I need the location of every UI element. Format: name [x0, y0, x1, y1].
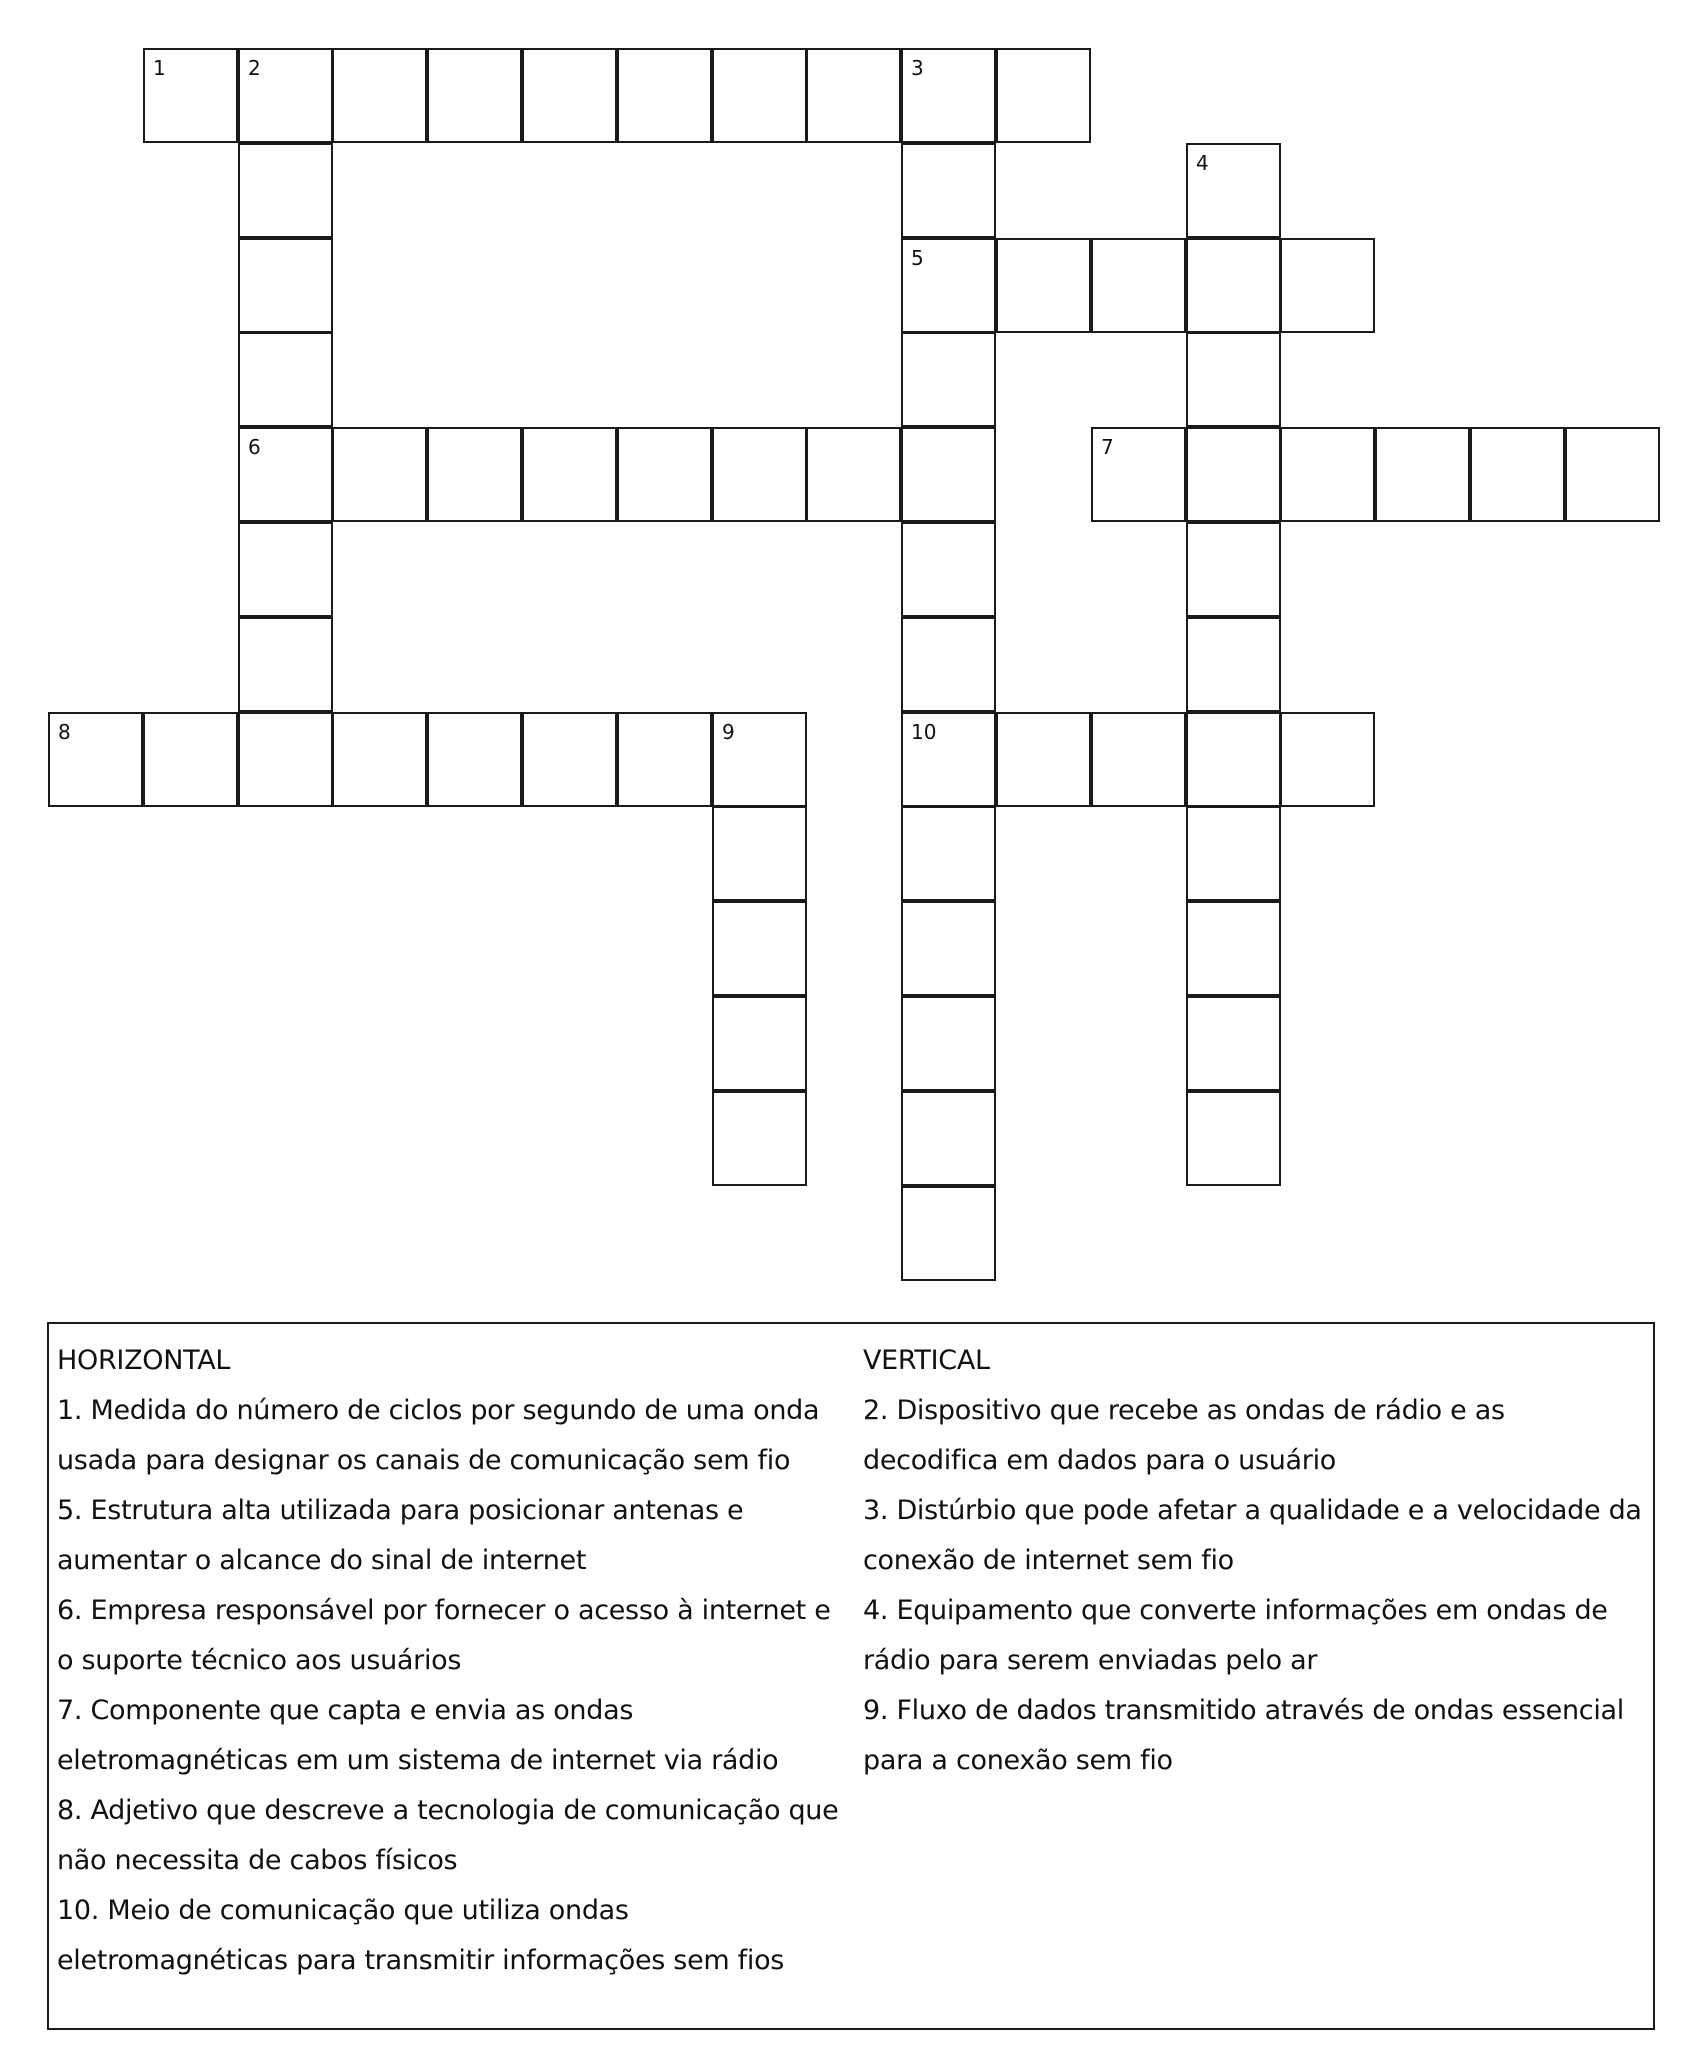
grid-cell[interactable] — [332, 712, 427, 807]
clue-line: o suporte técnico aos usuários — [57, 1645, 462, 1676]
grid-cell[interactable] — [427, 48, 522, 143]
grid-cell[interactable] — [901, 617, 996, 712]
vertical-clues — [863, 1336, 1653, 1786]
cell-number: 4 — [1196, 151, 1209, 175]
grid-cell[interactable] — [143, 712, 238, 807]
grid-cell[interactable] — [427, 712, 522, 807]
grid-cell[interactable] — [1565, 427, 1660, 522]
clue-line: eletromagnéticas em um sistema de internet via rádio — [57, 1745, 779, 1776]
grid-cell[interactable] — [238, 522, 333, 617]
clue-line: 3. Distúrbio que pode afetar a qualidade e a velocidade da — [863, 1495, 1642, 1526]
grid-cell[interactable] — [1186, 143, 1281, 238]
horizontal-clues — [57, 1336, 857, 1986]
grid-cell[interactable] — [238, 427, 333, 522]
cell-number: 3 — [911, 56, 924, 80]
cell-number: 2 — [248, 56, 261, 80]
grid-cell[interactable] — [1186, 712, 1281, 807]
cell-number: 1 — [153, 56, 166, 80]
horizontal-heading: HORIZONTAL — [57, 1345, 231, 1376]
clue-line: 2. Dispositivo que recebe as ondas de rádio e as — [863, 1395, 1505, 1426]
clue-line: decodifica em dados para o usuário — [863, 1445, 1336, 1476]
clue-line: 4. Equipamento que converte informações em ondas de — [863, 1595, 1608, 1626]
clue-line: não necessita de cabos físicos — [57, 1845, 458, 1876]
cell-number: 10 — [911, 720, 937, 744]
grid-cell[interactable] — [617, 48, 712, 143]
grid-cell[interactable] — [1186, 332, 1281, 427]
grid-cell[interactable] — [901, 1091, 996, 1186]
grid-cell[interactable] — [522, 48, 617, 143]
grid-cell[interactable] — [901, 238, 996, 333]
grid-cell[interactable] — [712, 48, 807, 143]
clue-line: eletromagnéticas para transmitir informações sem fios — [57, 1945, 785, 1976]
grid-cell[interactable] — [1091, 427, 1186, 522]
grid-cell[interactable] — [1186, 427, 1281, 522]
grid-cell[interactable] — [238, 238, 333, 333]
grid-cell[interactable] — [901, 996, 996, 1091]
grid-cell[interactable] — [522, 712, 617, 807]
clue-line: 6. Empresa responsável por fornecer o acesso à internet e — [57, 1595, 831, 1626]
cell-number: 5 — [911, 246, 924, 270]
grid-cell[interactable] — [143, 48, 238, 143]
clue-line: 7. Componente que capta e envia as ondas — [57, 1695, 634, 1726]
grid-cell[interactable] — [712, 996, 807, 1091]
grid-cell[interactable] — [617, 427, 712, 522]
grid-cell[interactable] — [901, 712, 996, 807]
grid-cell[interactable] — [1186, 238, 1281, 333]
clue-line: 8. Adjetivo que descreve a tecnologia de comunicação que — [57, 1795, 839, 1826]
clue-line: 10. Meio de comunicação que utiliza ondas — [57, 1895, 629, 1926]
grid-cell[interactable] — [238, 143, 333, 238]
grid-cell[interactable] — [1091, 238, 1186, 333]
grid-cell[interactable] — [1091, 712, 1186, 807]
grid-cell[interactable] — [1470, 427, 1565, 522]
grid-cell[interactable] — [996, 238, 1091, 333]
cell-number: 9 — [722, 720, 735, 744]
cell-number: 6 — [248, 435, 261, 459]
grid-cell[interactable] — [901, 427, 996, 522]
grid-cell[interactable] — [806, 427, 901, 522]
grid-cell[interactable] — [901, 806, 996, 901]
grid-cell[interactable] — [996, 48, 1091, 143]
cell-number: 7 — [1101, 435, 1114, 459]
grid-cell[interactable] — [617, 712, 712, 807]
clue-line: rádio para serem enviadas pelo ar — [863, 1645, 1318, 1676]
grid-cell[interactable] — [712, 1091, 807, 1186]
clues-box — [47, 1322, 1655, 2030]
clue-line: conexão de internet sem fio — [863, 1545, 1234, 1576]
clue-line: 9. Fluxo de dados transmitido através de ondas essencial — [863, 1695, 1624, 1726]
grid-cell[interactable] — [996, 712, 1091, 807]
grid-cell[interactable] — [238, 332, 333, 427]
grid-cell[interactable] — [1280, 712, 1375, 807]
clue-line: 5. Estrutura alta utilizada para posicionar antenas e — [57, 1495, 744, 1526]
grid-cell[interactable] — [712, 806, 807, 901]
grid-cell[interactable] — [712, 427, 807, 522]
grid-cell[interactable] — [238, 48, 333, 143]
grid-cell[interactable] — [1186, 806, 1281, 901]
grid-cell[interactable] — [712, 901, 807, 996]
grid-cell[interactable] — [1186, 901, 1281, 996]
grid-cell[interactable] — [1186, 522, 1281, 617]
grid-cell[interactable] — [332, 427, 427, 522]
grid-cell[interactable] — [1186, 617, 1281, 712]
clue-line: aumentar o alcance do sinal de internet — [57, 1545, 587, 1576]
grid-cell[interactable] — [712, 712, 807, 807]
grid-cell[interactable] — [1280, 238, 1375, 333]
grid-cell[interactable] — [332, 48, 427, 143]
grid-cell[interactable] — [901, 901, 996, 996]
clue-line: para a conexão sem fio — [863, 1745, 1173, 1776]
grid-cell[interactable] — [806, 48, 901, 143]
grid-cell[interactable] — [901, 48, 996, 143]
cell-number: 8 — [58, 720, 71, 744]
grid-cell[interactable] — [1186, 1091, 1281, 1186]
grid-cell[interactable] — [901, 332, 996, 427]
grid-cell[interactable] — [901, 1186, 996, 1281]
grid-cell[interactable] — [238, 712, 333, 807]
grid-cell[interactable] — [1375, 427, 1470, 522]
clue-line: usada para designar os canais de comunicação sem fio — [57, 1445, 791, 1476]
grid-cell[interactable] — [427, 427, 522, 522]
clue-line: 1. Medida do número de ciclos por segundo de uma onda — [57, 1395, 820, 1426]
grid-cell[interactable] — [238, 617, 333, 712]
grid-cell[interactable] — [1280, 427, 1375, 522]
grid-cell[interactable] — [901, 143, 996, 238]
grid-cell[interactable] — [48, 712, 143, 807]
vertical-heading: VERTICAL — [863, 1345, 990, 1376]
grid-cell[interactable] — [1186, 996, 1281, 1091]
grid-cell[interactable] — [522, 427, 617, 522]
grid-cell[interactable] — [901, 522, 996, 617]
